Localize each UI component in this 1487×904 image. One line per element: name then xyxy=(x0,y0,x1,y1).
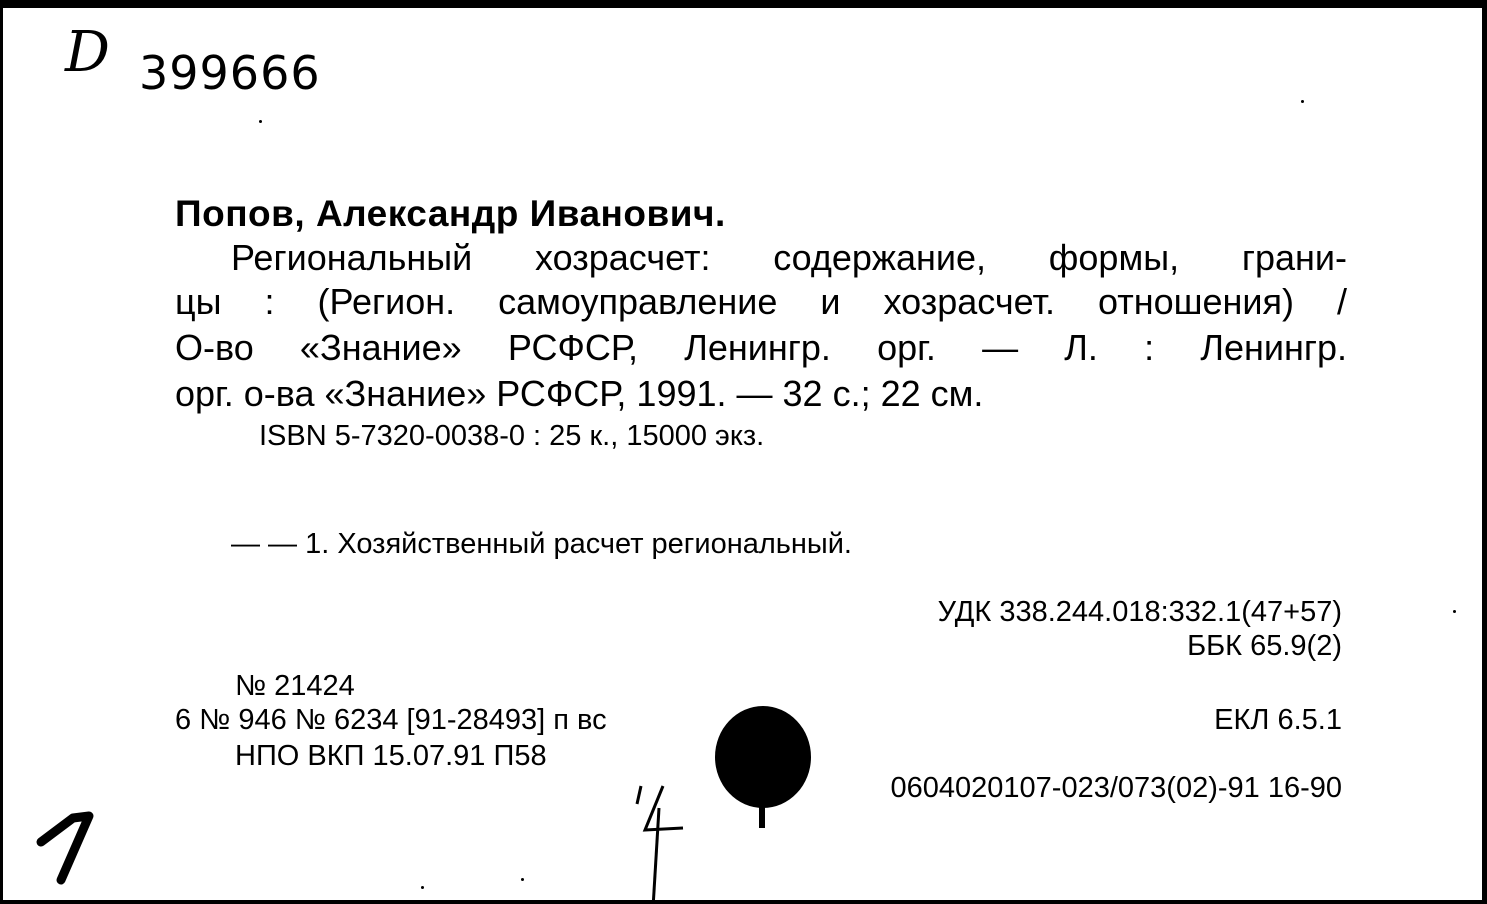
accession-letter: D xyxy=(65,20,110,85)
title-line-4: орг. о-ва «Знание» РСФСР, 1991. — 32 с.; 22 см. xyxy=(175,373,984,414)
handwritten-stroke-icon xyxy=(623,778,703,904)
accession-number: 399666 xyxy=(139,46,321,100)
stray-mark xyxy=(1453,610,1456,613)
stray-mark xyxy=(421,886,424,889)
stray-mark xyxy=(1301,100,1304,103)
stray-mark xyxy=(521,878,524,881)
udc-code: УДК 338.244.018:332.1(47+57) xyxy=(937,596,1342,628)
registry-number: № 21424 xyxy=(235,670,355,702)
isbn-line: ISBN 5-7320-0038-0 : 25 к., 15000 экз. xyxy=(259,420,765,452)
ink-drip xyxy=(759,788,765,828)
print-run-line: 6 № 946 № 6234 [91-28493] п вс xyxy=(175,704,607,736)
title-line-2: цы : (Регион. самоуправление и хозрасчет. отношения) / xyxy=(175,281,1347,322)
handwritten-one-icon xyxy=(33,808,103,888)
edition-code: 0604020107-023/073(02)-91 16-90 xyxy=(890,772,1342,804)
title-line-1: Региональный хозрасчет: содержание, формы, грани- xyxy=(231,237,1347,278)
subject-heading: — — 1. Хозяйственный расчет региональный. xyxy=(231,528,852,560)
bbk-code: ББК 65.9(2) xyxy=(1187,630,1342,662)
npo-line: НПО ВКП 15.07.91 П58 xyxy=(235,740,547,772)
title-line-3: О-во «Знание» РСФСР, Ленингр. орг. — Л. : Ленингр. xyxy=(175,327,1347,368)
ekl-code: ЕКЛ 6.5.1 xyxy=(1214,704,1342,736)
stray-mark xyxy=(259,120,262,123)
author-heading: Попов, Александр Иванович. xyxy=(175,193,726,234)
